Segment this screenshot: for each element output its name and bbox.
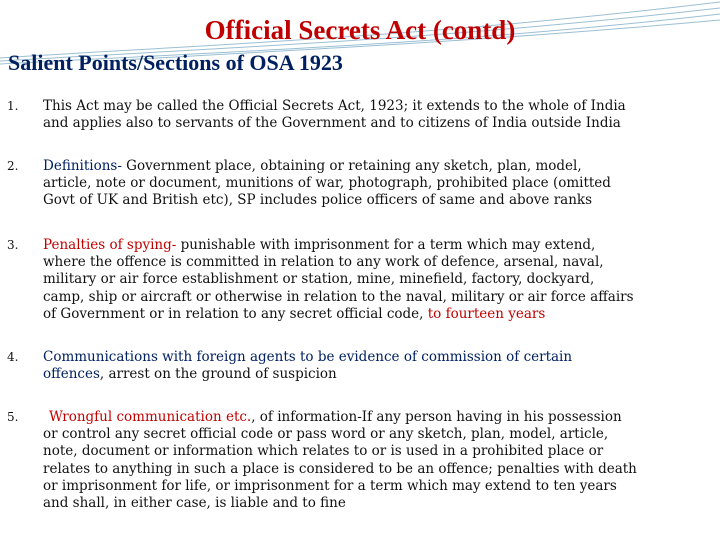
page-title: Official Secrets Act (contd)	[204, 15, 516, 45]
item-text	[43, 158, 715, 210]
item-line: and shall, in either case, is liable and to fine	[43, 495, 346, 512]
item-line: punishable with imprisonment for a term which may extend,	[176, 237, 596, 253]
item-heading: Penalties of spying-	[43, 237, 177, 253]
item-number: 4.	[7, 350, 19, 364]
section-subtitle: Salient Points/Sections of OSA 1923	[8, 50, 343, 75]
item-text	[43, 98, 715, 132]
item-line: camp, ship or aircraft or otherwise in relation to the naval, military or air force affairs	[43, 288, 634, 305]
item-text	[43, 349, 715, 383]
item-heading: Communications with foreign agents to be evidence of commission of certain	[43, 349, 573, 365]
item-number: 1.	[7, 99, 19, 113]
item-line: and applies also to servants of the Government and to citizens of India outside India	[43, 115, 621, 132]
item-text	[43, 237, 715, 323]
item-line: article, note or document, munitions of war, photograph, prohibited place (omitted	[43, 175, 611, 192]
item-line: note, document or information which relates to or is used in a prohibited place or	[43, 443, 604, 460]
item-line: Government place, obtaining or retaining any sketch, plan, model,	[121, 158, 582, 174]
item-line: , arrest on the ground of suspicion	[99, 366, 337, 383]
item-number: 5.	[7, 410, 19, 424]
item-line: Govt of UK and British etc), SP includes police officers of same and above ranks	[43, 192, 593, 209]
item-line: , of information-If any person having in his possession	[251, 409, 622, 425]
item-number: 2.	[7, 159, 19, 173]
item-line: relates to anything in such a place is considered to be an offence; penalties with death	[43, 460, 637, 477]
item-heading: Wrongful communication etc.	[49, 409, 252, 425]
item-text	[43, 409, 715, 512]
item-line: or imprisonment for life, or imprisonment for a term which may extend to ten years	[43, 477, 617, 494]
item-line: of Government or in relation to any secret official code,	[43, 305, 424, 322]
item-line: or control any secret official code or pass word or any sketch, plan, model, article,	[43, 426, 609, 443]
item-heading: offences	[43, 366, 100, 383]
item-number: 3.	[7, 238, 19, 252]
item-line: This Act may be called the Official Secrets Act, 1923; it extends to the whole of India	[43, 98, 626, 114]
item-line: where the offence is committed in relation to any work of defence, arsenal, naval,	[43, 254, 604, 271]
item-heading: Definitions-	[43, 158, 122, 174]
item-emphasis: to fourteen years	[423, 305, 546, 322]
item-line: military or air force establishment or station, mine, minefield, factory, dockyard,	[43, 271, 595, 288]
